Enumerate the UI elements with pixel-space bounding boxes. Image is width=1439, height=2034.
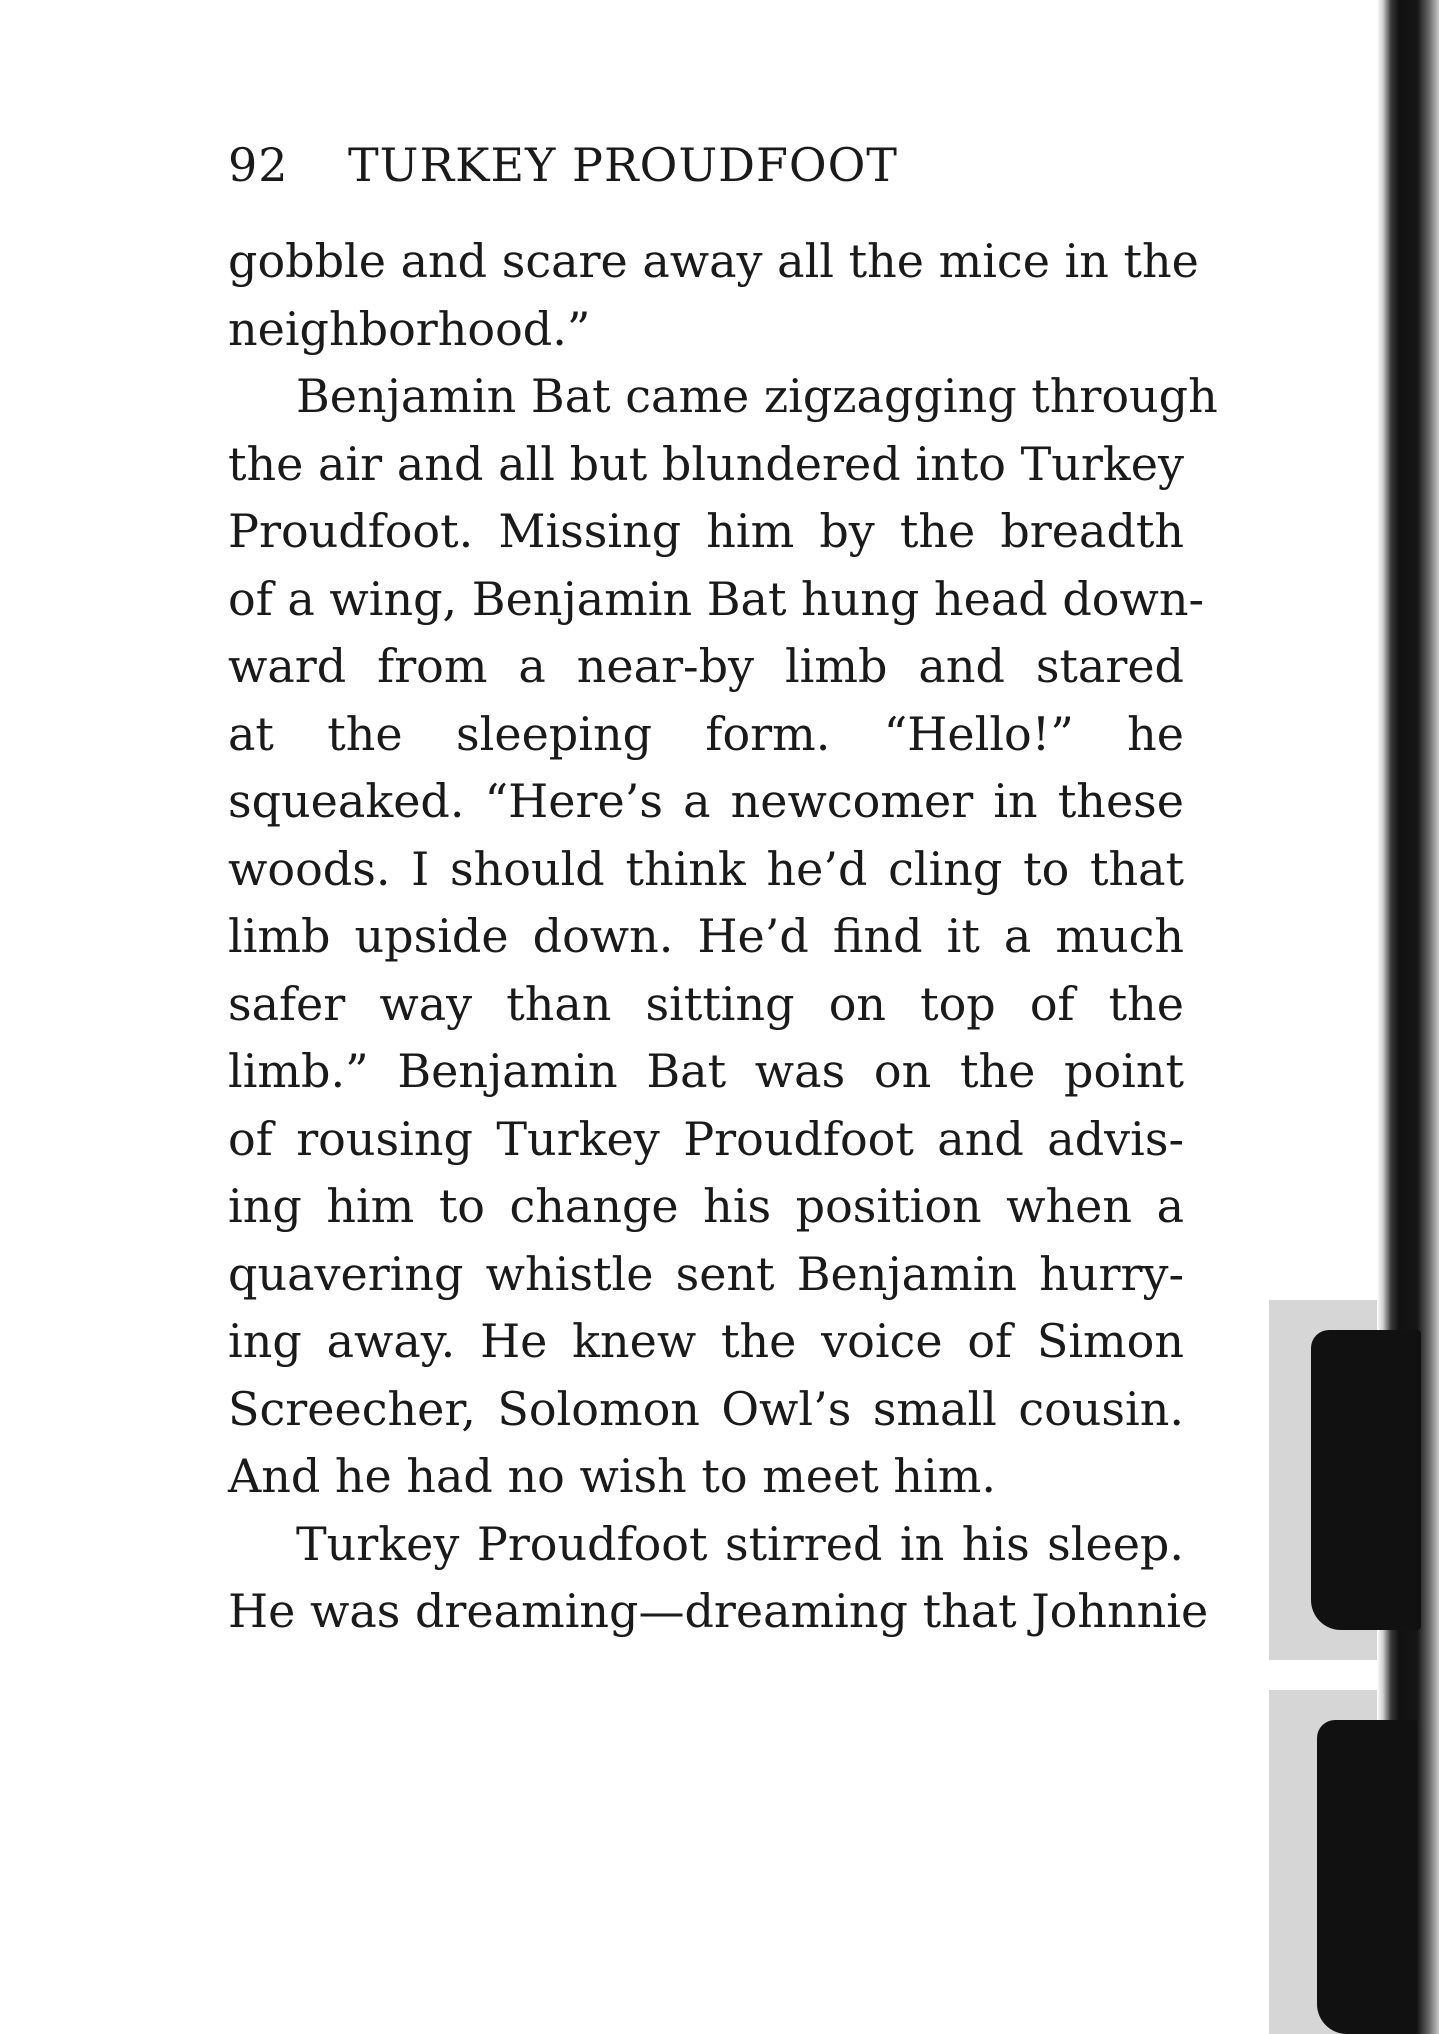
scan-blot	[1317, 1720, 1417, 2034]
text-line: of rousing Turkey Proudfoot and advis-	[228, 1111, 1184, 1166]
running-title: TURKEY PROUDFOOT	[348, 138, 898, 192]
body-text	[228, 228, 1218, 1646]
text-line: ing away. He knew the voice of Simon	[228, 1314, 1184, 1368]
scan-blot	[1311, 1330, 1421, 1630]
text-line: Screecher, Solomon Owl’s small cousin.	[228, 1381, 1184, 1436]
text-line: limb upside down. He’d find it a much	[228, 909, 1184, 963]
page-number: 92	[228, 138, 289, 192]
text-line: safer way than sitting on top of the	[228, 976, 1184, 1031]
text-line: woods. I should think he’d cling to that	[228, 841, 1184, 896]
text-line: Proudfoot. Missing him by the breadth	[228, 504, 1184, 558]
text-line: Turkey Proudfoot stirred in his sleep.	[296, 1516, 1184, 1571]
text-line: squeaked. “Here’s a newcomer in these	[228, 774, 1184, 828]
page-header	[228, 138, 898, 192]
text-line: quavering whistle sent Benjamin hurry-	[228, 1246, 1184, 1301]
text-line: of a wing, Benjamin Bat hung head down-	[228, 571, 1205, 626]
text-line: Benjamin Bat came zigzagging through	[296, 369, 1218, 423]
text-line: And he had no wish to meet him.	[228, 1449, 996, 1503]
text-line: limb.” Benjamin Bat was on the point	[228, 1044, 1184, 1098]
text-line: He was dreaming—dreaming that Johnnie	[228, 1584, 1209, 1638]
text-line: at the sleeping form. “Hello!” he	[228, 706, 1184, 761]
text-line: ing him to change his position when a	[228, 1179, 1184, 1233]
text-line: neighborhood.”	[228, 301, 591, 356]
text-line: the air and all but blundered into Turkey	[228, 436, 1184, 491]
text-line: gobble and scare away all the mice in the	[228, 234, 1199, 288]
text-line: ward from a near-by limb and stared	[228, 639, 1184, 693]
